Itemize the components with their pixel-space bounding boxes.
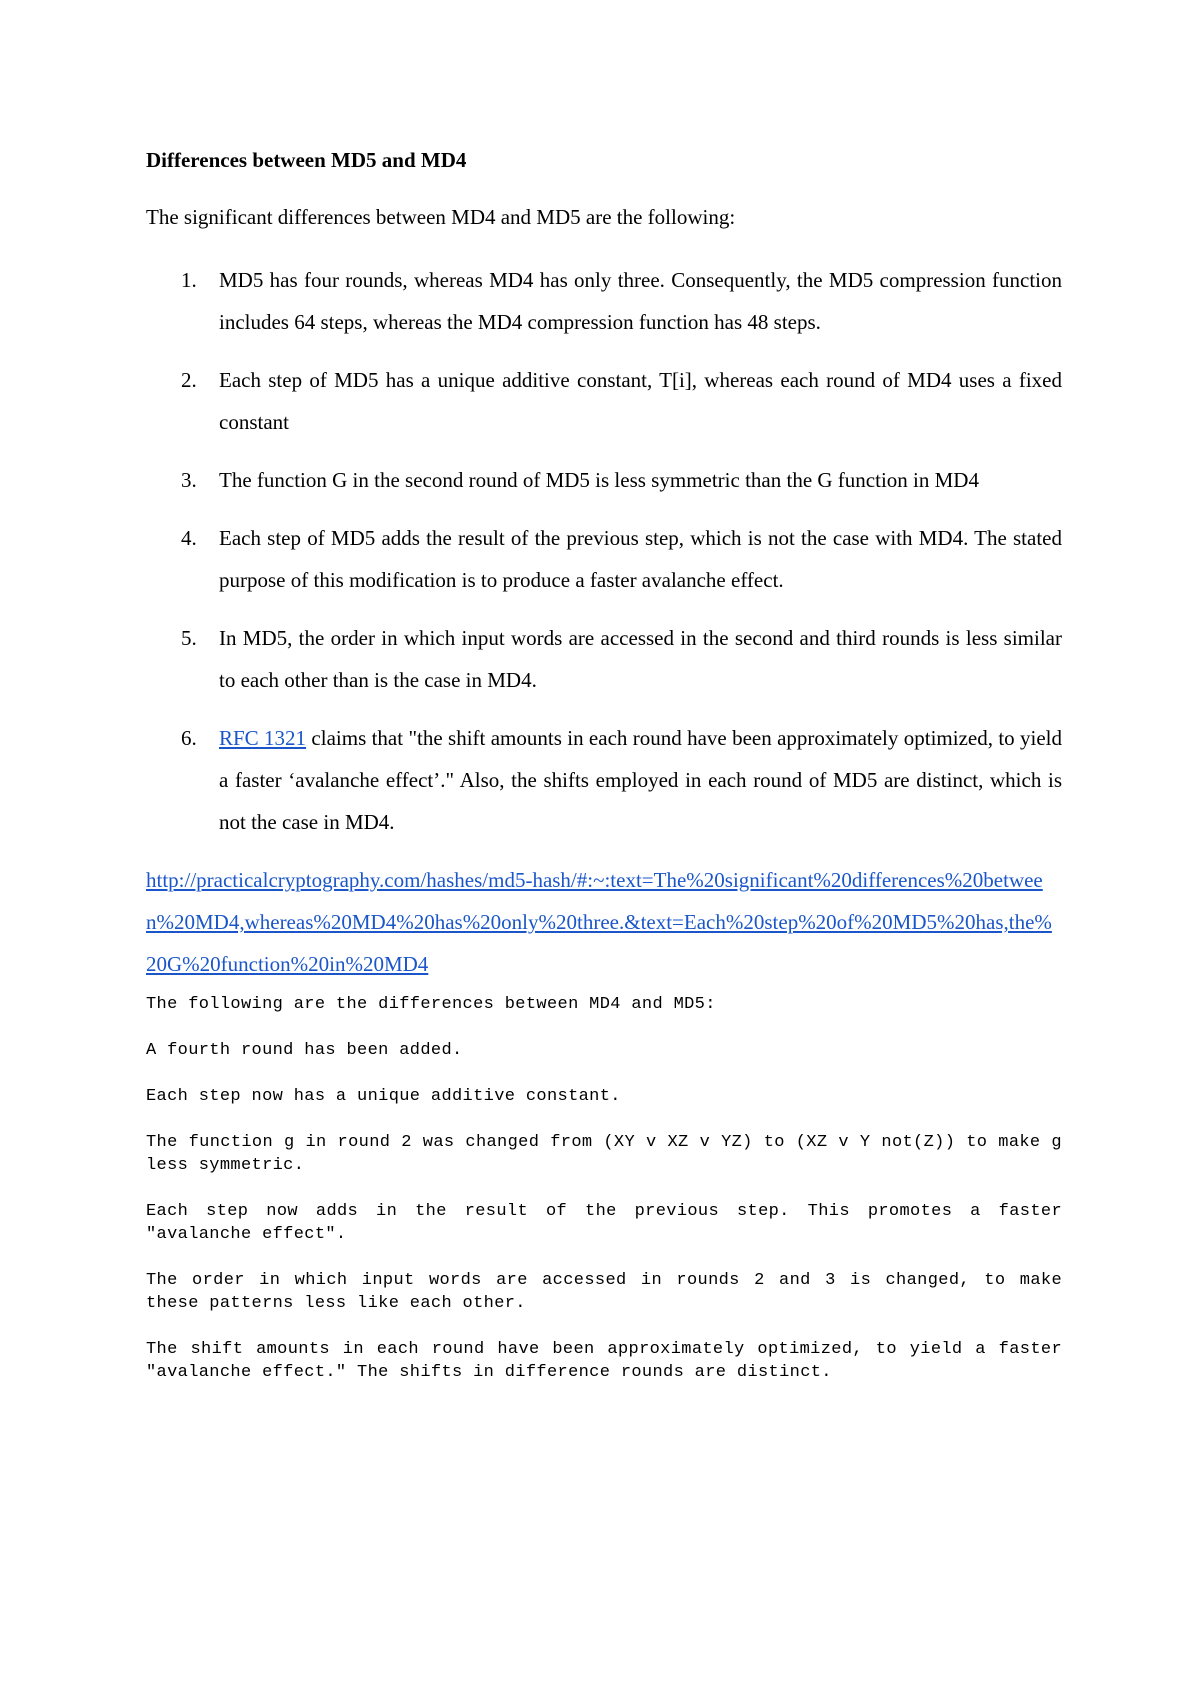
list-number: 3. <box>181 468 197 492</box>
list-number: 2. <box>181 368 197 392</box>
list-item-text: In MD5, the order in which input words are accessed in the second and third rounds is less similar to each other than is the case in MD4. <box>219 626 1062 692</box>
intro-paragraph: The significant differences between MD4 and MD5 are the following: <box>146 205 736 229</box>
mono-paragraph: The following are the differences between MD4 and MD5: <box>146 995 716 1014</box>
differences-list <box>146 259 1062 843</box>
list-item-text: The function G in the second round of MD5 is less symmetric than the G function in MD4 <box>219 468 979 492</box>
list-number: 1. <box>181 268 197 292</box>
mono-paragraph: Each step now has a unique additive constant. <box>146 1087 621 1106</box>
source-url-link[interactable]: http://practicalcryptography.com/hashes/md5-hash/#:~:text=The%20significant%20differences%20between%20MD4,whereas%20MD4%20has%20only%20three.&text=Each%20step%20of%20MD5%20has,the%20G%20function%20in%20MD4 <box>146 868 1052 976</box>
rfc-1321-link[interactable]: RFC 1321 <box>219 726 307 750</box>
list-item <box>146 359 1062 443</box>
list-number: 6. <box>181 726 197 750</box>
document-body <box>146 144 1062 1407</box>
mono-paragraph: A fourth round has been added. <box>146 1041 463 1060</box>
mono-paragraph: The shift amounts in each round have been approximately optimized, to yield a faster "avalanche effect." The shifts in difference rounds are distinct. <box>146 1340 1062 1382</box>
mono-paragraph: The function g in round 2 was changed from (XY v XZ v YZ) to (XZ v Y not(Z)) to make g less symmetric. <box>146 1133 1062 1175</box>
list-item-text: Each step of MD5 adds the result of the previous step, which is not the case with MD4. The stated purpose of this modification is to produce a faster avalanche effect. <box>219 526 1062 592</box>
list-item <box>146 259 1062 343</box>
mono-paragraph: The order in which input words are accessed in rounds 2 and 3 is changed, to make these patterns less like each other. <box>146 1271 1062 1313</box>
document-title: Differences between MD5 and MD4 <box>146 148 467 172</box>
list-number: 5. <box>181 626 197 650</box>
mono-paragraph: Each step now adds in the result of the previous step. This promotes a faster "avalanche effect". <box>146 1202 1062 1244</box>
list-item <box>146 517 1062 601</box>
list-item-text: Each step of MD5 has a unique additive constant, T[i], whereas each round of MD4 uses a fixed constant <box>219 368 1062 434</box>
list-item <box>146 617 1062 701</box>
list-number: 4. <box>181 526 197 550</box>
list-item <box>146 717 1062 843</box>
source-url-paragraph <box>146 859 1062 985</box>
list-item <box>146 459 1062 501</box>
list-item-text: MD5 has four rounds, whereas MD4 has only three. Consequently, the MD5 compression function includes 64 steps, whereas the MD4 compression function has 48 steps. <box>219 268 1062 334</box>
list-item-text: claims that "the shift amounts in each round have been approximately optimized, to yield a faster ‘avalanche effect’." Also, the shifts employed in each round of MD5 are distinct, which is not the case in MD4. <box>219 726 1063 834</box>
